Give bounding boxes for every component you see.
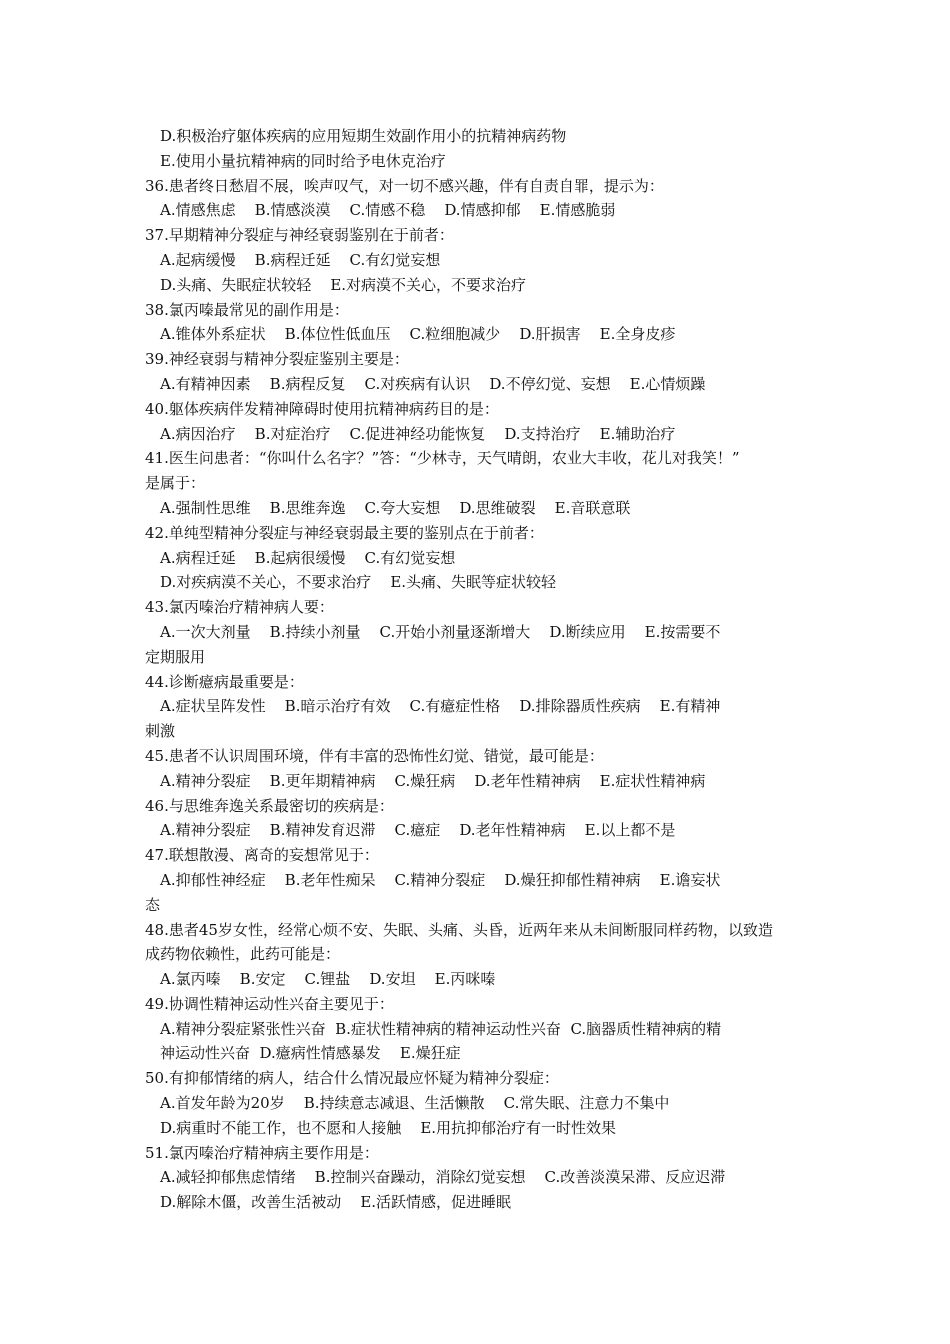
question-line: 47.联想散漫、离奇的妄想常见于：	[145, 846, 379, 865]
question-line: 38.氯丙嗪最常见的副作用是：	[145, 300, 349, 319]
question-line: 43.氯丙嗪治疗精神病人要：	[145, 598, 334, 617]
question-line: 37.早期精神分裂症与神经衰弱鉴别在于前者：	[145, 226, 454, 245]
question-line: 46.与思维奔逸关系最密切的疾病是：	[145, 796, 394, 815]
answer-options-line: A.强制性思维 B.思维奔逸 C.夸大妄想 D.思维破裂 E.音联意联	[160, 498, 631, 517]
question-line: 定期服用	[145, 647, 206, 666]
question-line: 49.协调性精神运动性兴奋主要见于：	[145, 994, 394, 1013]
question-line: 44.诊断癔病最重要是：	[145, 672, 304, 691]
question-line: 51.氯丙嗪治疗精神病主要作用是：	[145, 1143, 379, 1162]
answer-options-line: A.抑郁性神经症 B.老年性痴呆 C.精神分裂症 D.燥狂抑郁性精神病 E.谵妄状	[160, 870, 721, 889]
question-line: 41.医生问患者：“你叫什么名字？”答：“少林寺，天气晴朗，农业大丰收，花儿对我笑！”	[145, 449, 740, 468]
answer-options-line: A.病程迁延 B.起病很缓慢 C.有幻觉妄想	[160, 548, 456, 567]
question-line: 39.神经衰弱与精神分裂症鉴别主要是：	[145, 350, 409, 369]
answer-options-line: D.病重时不能工作，也不愿和人接触 E.用抗抑郁治疗有一时性效果	[160, 1118, 617, 1137]
answer-options-line: A.有精神因素 B.病程反复 C.对疾病有认识 D.不停幻觉、妄想 E.心情烦躁	[160, 374, 706, 393]
answer-options-line: D.头痛、失眠症状较轻 E.对病漠不关心，不要求治疗	[160, 275, 527, 294]
question-line: 40.躯体疾病伴发精神障碍时使用抗精神病药目的是：	[145, 399, 499, 418]
question-line: 45.患者不认识周围环境，伴有丰富的恐怖性幻觉、错觉，最可能是：	[145, 746, 604, 765]
question-line: 50.有抑郁情绪的病人，结合什么情况最应怀疑为精神分裂症：	[145, 1069, 559, 1088]
answer-options-line: A.精神分裂症紧张性兴奋 B.症状性精神病的精神运动性兴奋 C.脑器质性精神病的精	[160, 1019, 722, 1038]
question-line: 48.患者45岁女性，经常心烦不安、失眠、头痛、头昏，近两年来从未间断服同样药物，以致造	[145, 920, 773, 939]
answer-options-line: A.一次大剂量 B.持续小剂量 C.开始小剂量逐渐增大 D.断续应用 E.按需要不	[160, 622, 721, 641]
question-line: 是属于：	[145, 474, 206, 493]
answer-options-line: A.首发年龄为20岁 B.持续意志减退、生活懒散 C.常失眠、注意力不集中	[160, 1094, 670, 1113]
answer-options-line: A.减轻抑郁焦虑情绪 B.控制兴奋躁动，消除幻觉妄想 C.改善淡漠呆滞、反应迟滞	[160, 1168, 726, 1187]
answer-options-line: E.使用小量抗精神病的同时给予电休克治疗	[160, 151, 446, 170]
question-line: 成药物依赖性，此药可能是：	[145, 945, 341, 964]
question-line: 42.单纯型精神分裂症与神经衰弱最主要的鉴别点在于前者：	[145, 523, 544, 542]
answer-options-line: D.积极治疗躯体疾病的应用短期生效副作用小的抗精神病药物	[160, 127, 567, 145]
question-line: 态	[145, 895, 161, 914]
answer-options-line: 神运动性兴奋 D.癔病性情感暴发 E.燥狂症	[160, 1044, 461, 1063]
question-line: 36.患者终日愁眉不展，唉声叹气，对一切不感兴趣，伴有自责自罪，提示为：	[145, 176, 664, 195]
answer-options-line: A.情感焦虑 B.情感淡漠 C.情感不稳 D.情感抑郁 E.情感脆弱	[160, 201, 616, 220]
answer-options-line: A.起病缓慢 B.病程迁延 C.有幻觉妄想	[160, 250, 441, 269]
answer-options-line: D.解除木僵，改善生活被动 E.活跃情感，促进睡眠	[160, 1193, 512, 1212]
answer-options-line: A.精神分裂症 B.精神发育迟滞 C.癔症 D.老年性精神病 E.以上都不是	[160, 821, 676, 840]
answer-options-line: A.症状呈阵发性 B.暗示治疗有效 C.有癔症性格 D.排除器质性疾病 E.有精神	[160, 697, 721, 716]
answer-options-line: D.对疾病漠不关心，不要求治疗 E.头痛、失眠等症状较轻	[160, 573, 557, 592]
answer-options-line: A.氯丙嗪 B.安定 C.锂盐 D.安坦 E.丙咪嗪	[160, 970, 496, 989]
question-line: 刺激	[145, 722, 176, 741]
answer-options-line: A.锥体外系症状 B.体位性低血压 C.粒细胞减少 D.肝损害 E.全身皮疹	[160, 325, 676, 344]
answer-options-line: A.精神分裂症 B.更年期精神病 C.燥狂病 D.老年性精神病 E.症状性精神病	[160, 771, 706, 790]
answer-options-line: A.病因治疗 B.对症治疗 C.促进神经功能恢复 D.支持治疗 E.辅助治疗	[160, 424, 676, 443]
